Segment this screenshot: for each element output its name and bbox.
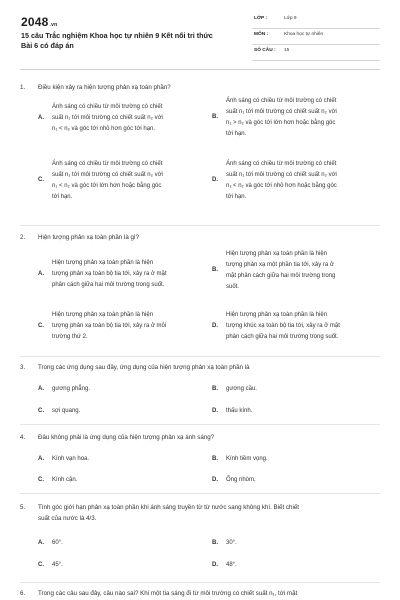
option-line: Ánh sáng có chiều từ môi trường có chiết bbox=[52, 161, 163, 167]
option-line: tới hạn. bbox=[226, 194, 247, 200]
option-line: Kính vạn hoa. bbox=[52, 456, 90, 462]
document-header bbox=[0, 0, 400, 62]
meta-value: Lớp 9 bbox=[284, 16, 297, 21]
option-letter: C. bbox=[38, 177, 44, 183]
option-letter: C. bbox=[38, 408, 44, 414]
option-line: thấu kính. bbox=[226, 408, 253, 414]
question-divider bbox=[20, 582, 380, 583]
meta-value: 15 bbox=[284, 48, 290, 53]
option-line: tượng phản xạ toàn bộ tia tới, xảy ra ở môi bbox=[52, 323, 167, 329]
meta-key: LỚP : bbox=[254, 16, 268, 21]
title-line-1: 15 câu Trắc nghiệm Khoa học tự nhiên 9 Kết nối tri thức bbox=[21, 31, 213, 40]
option-letter: A. bbox=[38, 456, 44, 462]
question-text-line: Tính góc giới hạn phản xạ toàn phần khi ánh sáng truyền từ từ nước sang không khí. Biết chiết bbox=[38, 504, 299, 511]
option-letter: A. bbox=[38, 115, 44, 121]
meta-key: SỐ CÂU : bbox=[254, 48, 276, 53]
option-letter: D. bbox=[212, 408, 218, 414]
option-line: tượng phản xạ một phần tia tới, xảy ra ở bbox=[226, 262, 334, 268]
question-text: Điều kiện xảy ra hiện tượng phản xạ toàn phần? bbox=[38, 84, 171, 91]
option-line: phân cách giữa hai môi trường trong suốt. bbox=[52, 282, 165, 288]
option-line: Ánh sáng có chiều từ môi trường có chiết bbox=[52, 104, 163, 110]
option-line: Ánh sáng có chiều từ môi trường có chiết bbox=[226, 98, 337, 104]
option-letter: C. bbox=[38, 562, 44, 568]
question-divider bbox=[20, 356, 380, 357]
option-letter: B. bbox=[212, 540, 218, 546]
logo-suffix: .vn bbox=[49, 22, 58, 28]
logo-text: 2048 bbox=[21, 15, 49, 29]
option-letter: A. bbox=[38, 386, 44, 392]
option-letter: D. bbox=[212, 177, 218, 183]
option-line: 48°. bbox=[226, 562, 237, 568]
option-line: sợi quang. bbox=[52, 408, 81, 414]
option-line: Hiện tượng phản xạ toàn phần là hiện bbox=[226, 251, 328, 257]
question-divider bbox=[20, 424, 380, 425]
question-divider bbox=[20, 493, 380, 494]
document-title bbox=[21, 31, 261, 51]
option-letter: D. bbox=[212, 323, 218, 329]
option-letter: A. bbox=[38, 540, 44, 546]
option-line: tới hạn. bbox=[226, 131, 247, 137]
question-text: Đâu không phải là ứng dụng của hiện tượng phản xạ ánh sáng? bbox=[38, 434, 215, 441]
option-line: Kính cận. bbox=[52, 477, 78, 483]
question-number: 6. bbox=[20, 590, 26, 597]
question-number: 2. bbox=[20, 234, 26, 241]
option-line: tượng phản xạ toàn bộ tia tới, xảy ra ở mặt bbox=[52, 271, 167, 277]
question-number: 5. bbox=[20, 504, 26, 511]
option-line: gương phẳng. bbox=[52, 386, 90, 392]
option-line: Hiện tượng phản xạ toàn phần là hiện bbox=[226, 312, 328, 318]
option-line: n₁ < n₂ và góc tới nhỏ hơn hoặc bằng góc bbox=[226, 183, 337, 189]
option-line: Kính tiềm vọng. bbox=[226, 456, 268, 462]
option-line: phân cách giữa hai môi trường trong suốt. bbox=[226, 334, 339, 340]
option-line: gương cầu. bbox=[226, 386, 257, 392]
meta-row-subject bbox=[252, 29, 380, 45]
option-line: suất n₁ tới môi trường có chiết suất n₂ với bbox=[226, 109, 337, 115]
option-line: n₁ < n₂ và góc tới lớn hơn hoặc bằng góc bbox=[52, 183, 162, 189]
meta-row-count bbox=[252, 45, 380, 61]
option-line: n₁ > n₂ và góc tới lớn hơn hoặc bằng góc bbox=[226, 120, 336, 126]
option-line: suất n₁ tới môi trường có chiết suất n₂ với bbox=[52, 172, 163, 178]
option-line: suất n₁ tới môi trường có chiết suất n₂ với bbox=[52, 115, 163, 121]
option-letter: A. bbox=[38, 271, 44, 277]
option-line: suốt. bbox=[226, 284, 240, 290]
header-divider bbox=[20, 69, 380, 70]
meta-value: Khoa học tự nhiên bbox=[284, 32, 324, 37]
question-text-line: suất của nước là 4/3. bbox=[38, 515, 97, 522]
option-line: tượng khúc xạ toàn bộ tia tới, xảy ra ở mặt bbox=[226, 323, 340, 329]
option-line: trường thứ 2. bbox=[52, 334, 88, 340]
option-line: Hiện tượng phản xạ toàn phần là hiện bbox=[52, 312, 154, 318]
option-letter: D. bbox=[212, 477, 218, 483]
option-letter: D. bbox=[212, 562, 218, 568]
option-line: 30°. bbox=[226, 540, 237, 546]
option-letter: C. bbox=[38, 477, 44, 483]
meta-table bbox=[252, 13, 380, 61]
question-number: 4. bbox=[20, 434, 26, 441]
option-line: Hiện tượng phản xạ toàn phần là hiện bbox=[52, 260, 154, 266]
question-number: 1. bbox=[20, 84, 26, 91]
title-line-2: Bài 6 có đáp án bbox=[21, 41, 74, 50]
question-text: Hiện tượng phản xạ toàn phần là gì? bbox=[38, 234, 140, 241]
option-letter: B. bbox=[212, 456, 218, 462]
question-divider bbox=[20, 225, 380, 226]
option-line: Ánh sáng có chiều từ môi trường có chiết bbox=[226, 161, 337, 167]
meta-key: MÔN : bbox=[254, 32, 269, 37]
option-line: mặt phân cách giữa hai môi trường trong bbox=[226, 273, 336, 279]
question-text: Trong các ứng dụng sau đây, ứng dụng của hiện tượng phản xạ toàn phần là bbox=[38, 364, 250, 371]
option-letter: B. bbox=[212, 267, 218, 273]
question-text bbox=[38, 502, 383, 524]
option-letter: C. bbox=[38, 323, 44, 329]
option-line: n₁ < n₂ và góc tới nhỏ hơn góc tới hạn. bbox=[52, 126, 156, 132]
option-line: 45°. bbox=[52, 562, 63, 568]
site-logo[interactable] bbox=[21, 15, 57, 29]
question-number: 3. bbox=[20, 364, 26, 371]
option-line: suất n₁ tới môi trường có chiết suất n₂ với bbox=[226, 172, 337, 178]
option-line: tới hạn. bbox=[52, 194, 73, 200]
option-letter: B. bbox=[212, 114, 218, 120]
option-line: Ống nhòm. bbox=[226, 477, 256, 483]
meta-row-class bbox=[252, 13, 380, 29]
question-text: Trong các câu sau đây, câu nào sai? Khi một tia sáng đi từ môi trường có chiết suất n₁, tới mặt bbox=[38, 590, 298, 597]
option-letter: B. bbox=[212, 386, 218, 392]
option-line: 60°. bbox=[52, 540, 63, 546]
